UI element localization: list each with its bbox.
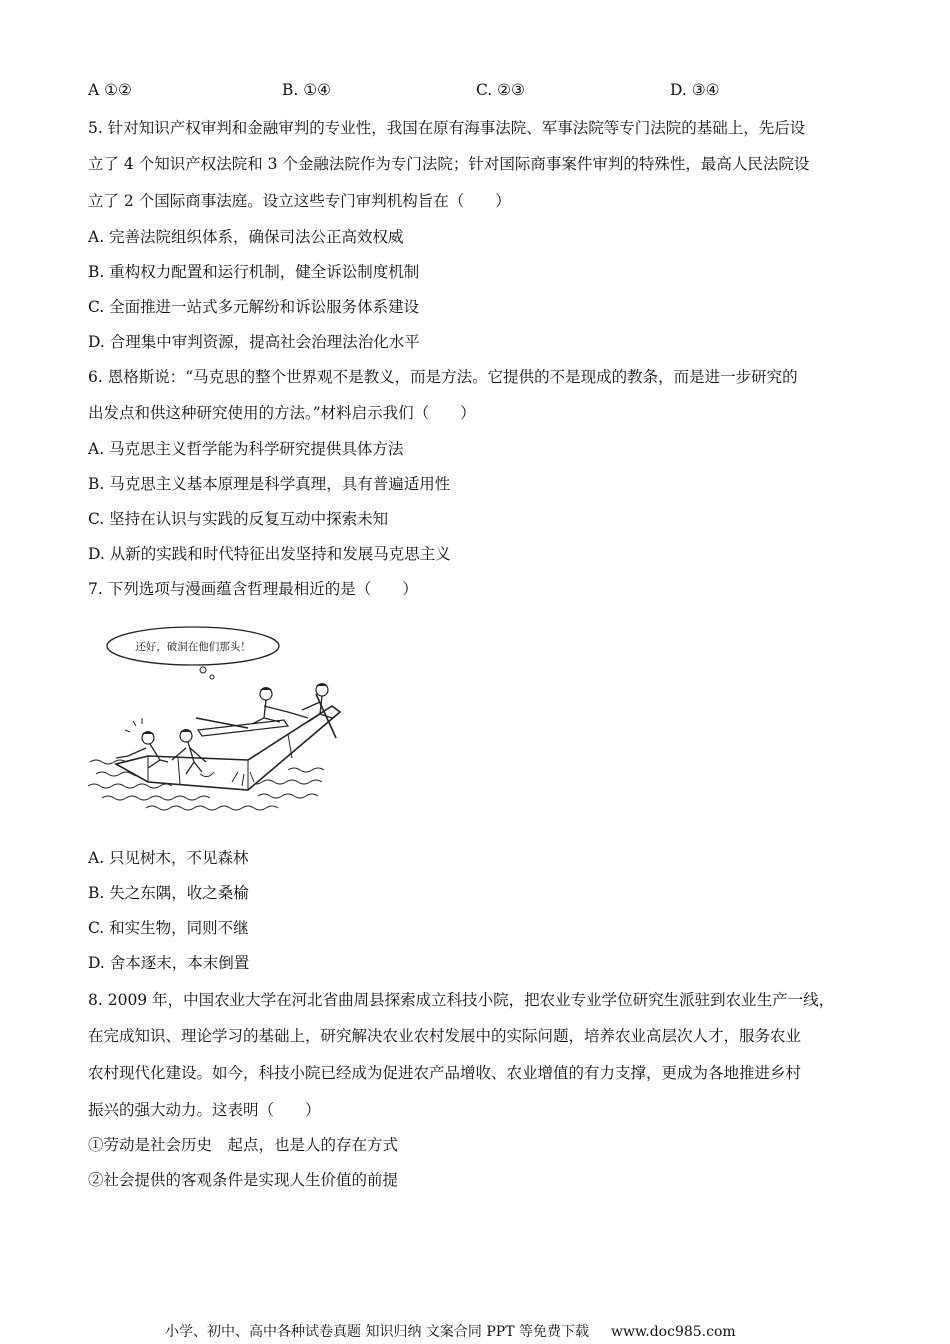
q8-stem-line-2: 在完成知识、理论学习的基础上，研究解决农业农村发展中的实际问题，培养农业高层次人才，服务农业 xyxy=(88,1027,802,1045)
footer-site-link[interactable]: www.doc985.com xyxy=(610,1324,736,1340)
q7-option-a: A. 只见树木，不见森林 xyxy=(88,849,249,867)
q6-option-b: B. 马克思主义基本原理是科学真理，具有普遍适用性 xyxy=(88,475,451,493)
q6-stem-line-1: 6. 恩格斯说：“马克思的整个世界观不是教义，而是方法。它提供的不是现成的教条，而是进一步研究的 xyxy=(88,368,798,386)
q7-option-d: D. 舍本逐末，本末倒置 xyxy=(88,954,250,972)
q8-stem-line-4: 振兴的强大动力。这表明（ ） xyxy=(88,1101,321,1119)
q8-statement-2: ②社会提供的客观条件是实现人生价值的前提 xyxy=(88,1171,399,1189)
q6-option-c: C. 坚持在认识与实践的反复互动中探索未知 xyxy=(88,510,389,528)
footer-text: 小学、初中、高中各种试卷真题 知识归纳 文案合同 PPT 等免费下载 xyxy=(165,1324,589,1340)
q8-stem-line-3: 农村现代化建设。如今，科技小院已经成为促进农产品增收、农业增值的有力支撑，更成为各地推进乡村 xyxy=(88,1064,802,1082)
q6-option-a: A. 马克思主义哲学能为科学研究提供具体方法 xyxy=(88,440,404,458)
q5-option-a: A. 完善法院组织体系，确保司法公正高效权威 xyxy=(88,228,404,246)
q5-option-d: D. 合理集中审判资源，提高社会治理法治化水平 xyxy=(88,333,420,351)
q4-options xyxy=(0,80,950,102)
q5-option-c: C. 全面推进一站式多元解纷和诉讼服务体系建设 xyxy=(88,298,420,316)
boat-cartoon xyxy=(88,622,350,812)
q6-stem-line-2: 出发点和供这种研究使用的方法。”材料启示我们（ ） xyxy=(88,404,476,422)
q7-stem: 7. 下列选项与漫画蕴含哲理最相近的是（ ） xyxy=(88,580,418,598)
page-footer xyxy=(165,1323,736,1341)
q5-stem-line-2: 立了 4 个知识产权法院和 3 个金融法院作为专门法院；针对国际商事案件审判的特殊性，最高人民法院设 xyxy=(88,155,810,173)
q7-option-c: C. 和实生物，同则不继 xyxy=(88,919,249,937)
q8-statement-1: ①劳动是社会历史 起点，也是人的存在方式 xyxy=(88,1136,399,1154)
q4-option-c: C. ②③ xyxy=(476,81,525,99)
q4-option-a: A ①② xyxy=(88,81,132,99)
q7-option-b: B. 失之东隅，收之桑榆 xyxy=(88,884,249,902)
speech-bubble-text: 还好，破洞在他们那头！ xyxy=(135,641,251,653)
q5-stem-line-1: 5. 针对知识产权审判和金融审判的专业性，我国在原有海事法院、军事法院等专门法院的基础上，先后设 xyxy=(88,119,806,137)
q4-option-b: B. ①④ xyxy=(282,81,332,99)
q4-option-d: D. ③④ xyxy=(670,81,720,99)
q5-option-b: B. 重构权力配置和运行机制，健全诉讼制度机制 xyxy=(88,263,420,281)
q6-option-d: D. 从新的实践和时代特征出发坚持和发展马克思主义 xyxy=(88,545,451,563)
q5-stem-line-3: 立了 2 个国际商事法庭。设立这些专门审判机构旨在（ ） xyxy=(88,192,511,210)
q8-stem-line-1: 8. 2009 年，中国农业大学在河北省曲周县探索成立科技小院，把农业专业学位研究生派驻到农业生产一线， xyxy=(88,991,835,1009)
